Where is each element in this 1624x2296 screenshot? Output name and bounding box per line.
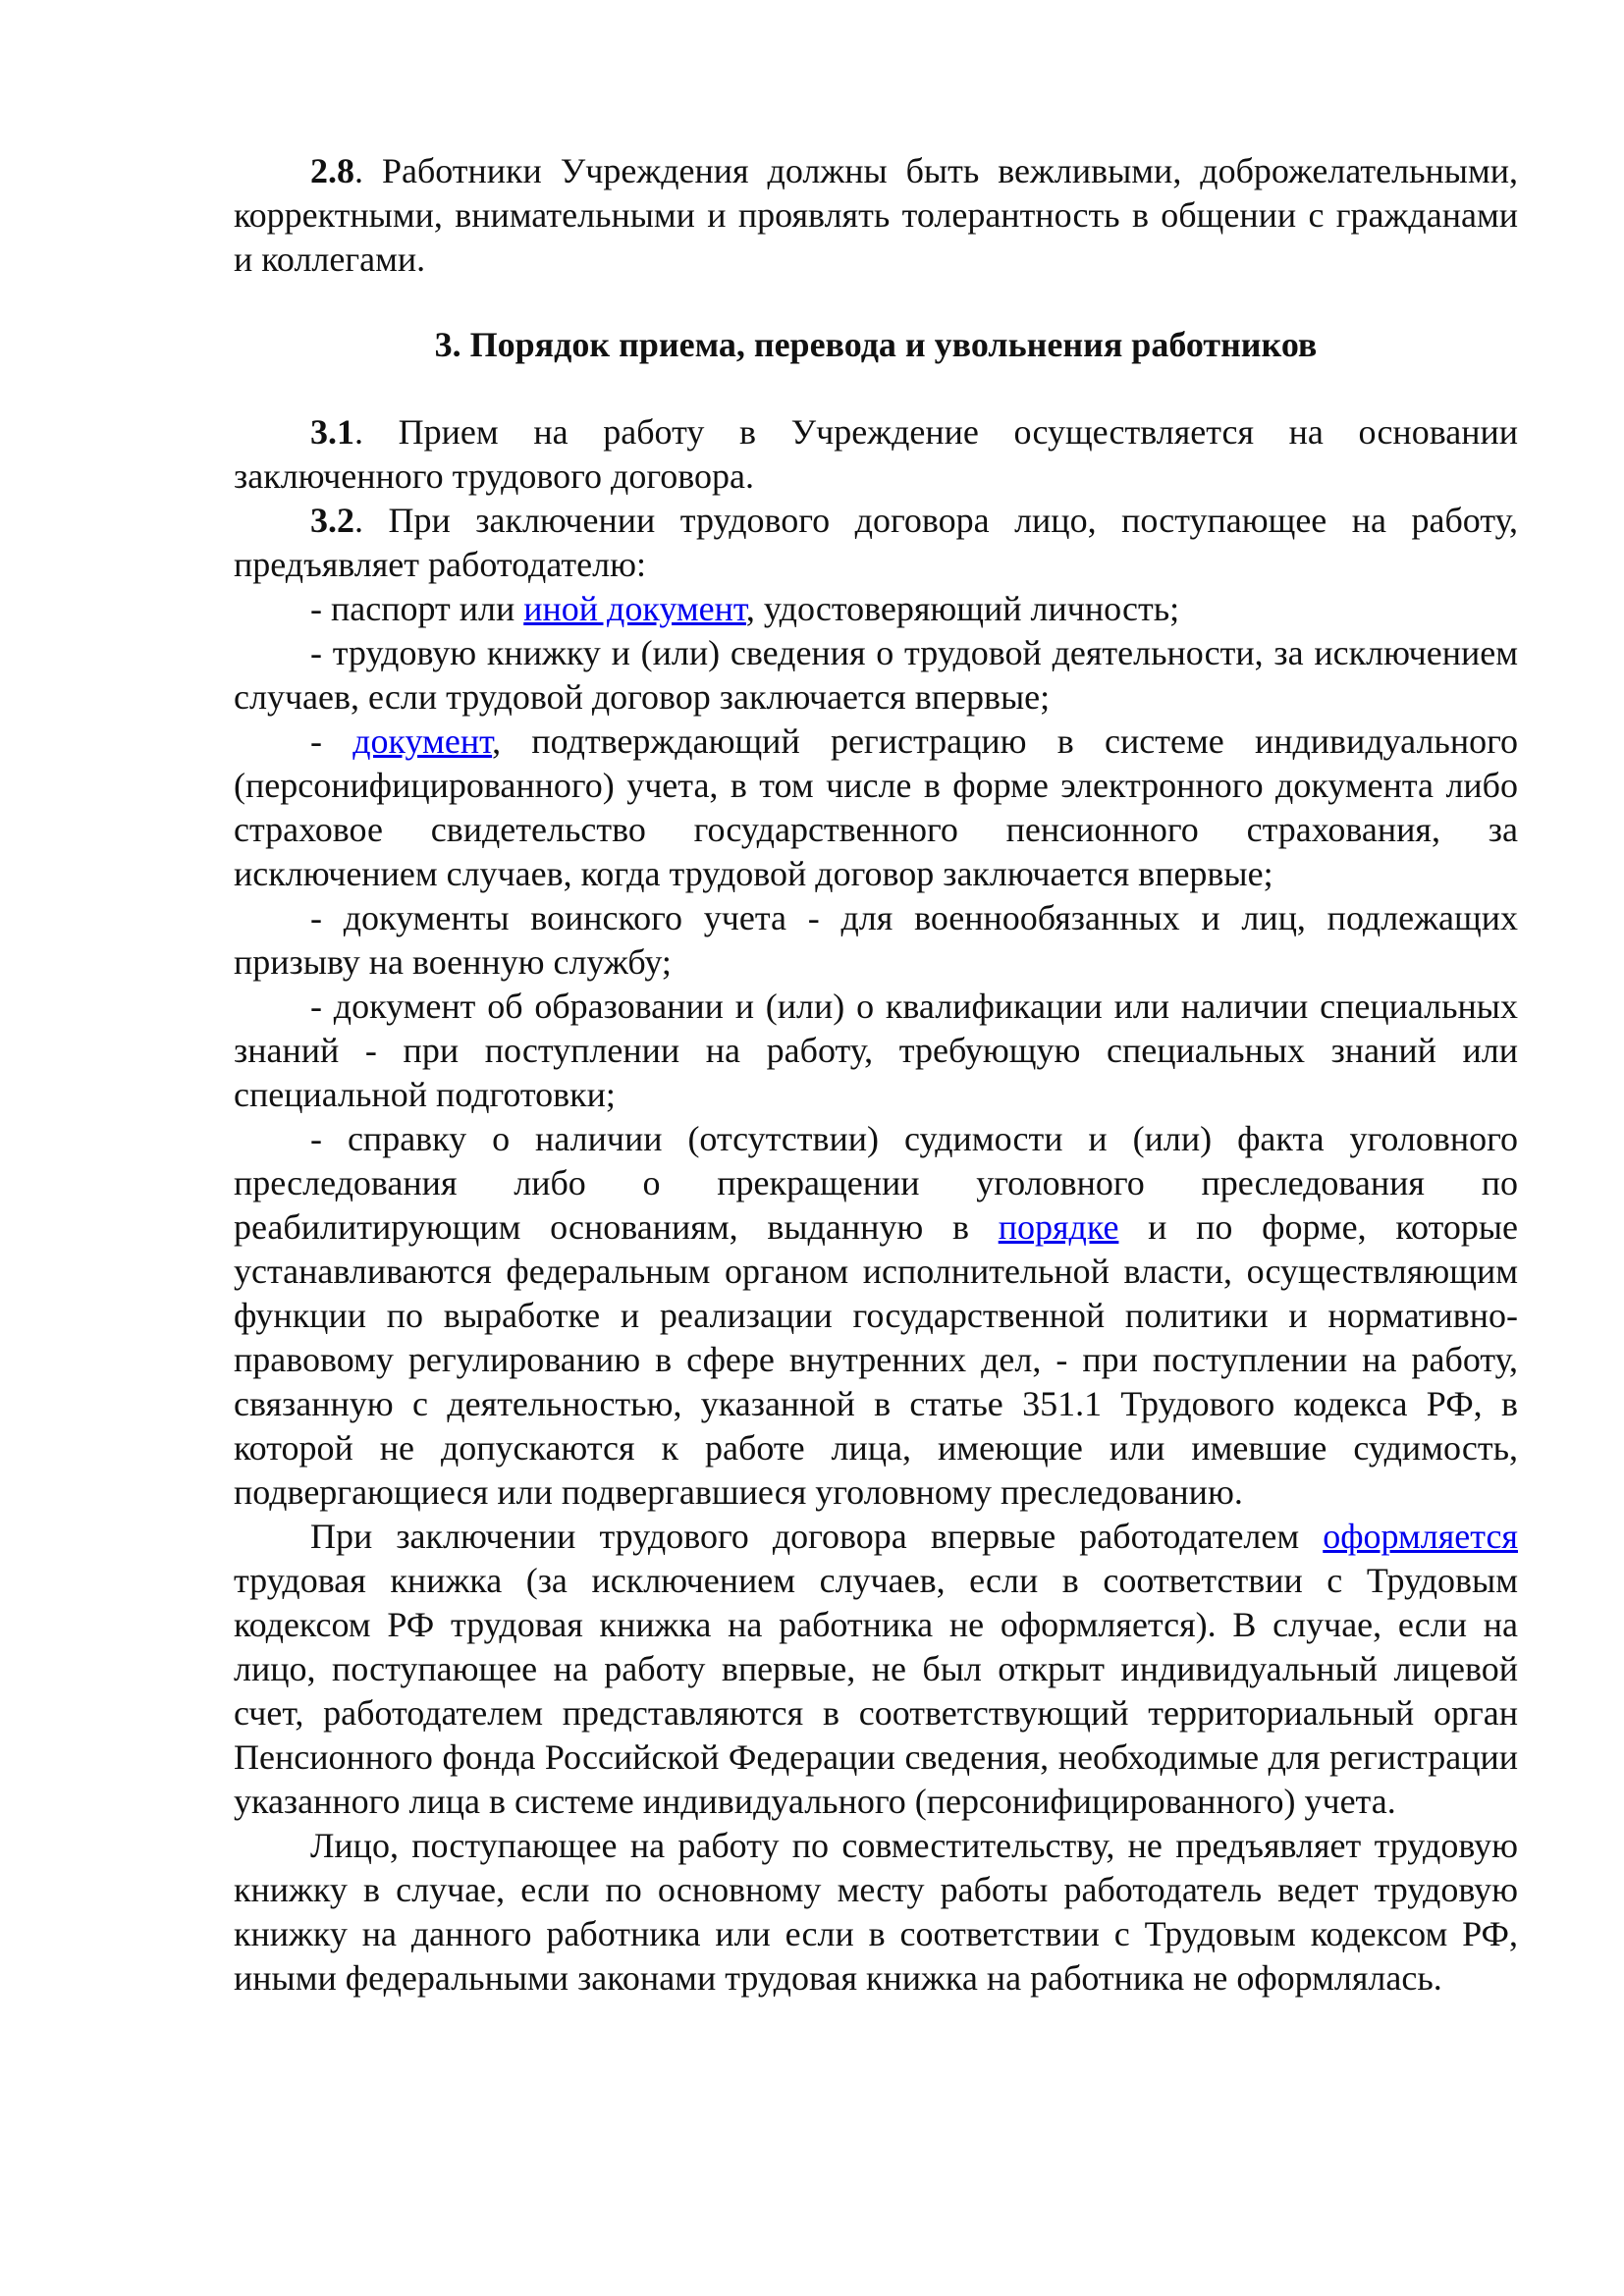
- clause-number: 3.2: [310, 501, 354, 540]
- paragraph-text: . Работники Учреждения должны быть вежливыми, доброжелательными, корректными, внимательными и проявлять толерантность в общении с гражданами и коллегами.: [234, 151, 1518, 279]
- clause-number: 3.1: [310, 412, 354, 452]
- paragraph-part-time: Лицо, поступающее на работу по совместительству, не предъявляет трудовую книжку в случае, если по основному месту работы работодатель ведет трудовую книжку на данного работника или если в соответствии с Трудовым кодексом РФ, иными федеральными законами трудовая книжка на работника не оформлялась.: [234, 1826, 1518, 1998]
- paragraph-text: . Прием на работу в Учреждение осуществляется на основании заключенного трудового договора.: [234, 412, 1518, 496]
- paragraph-3-1: [234, 410, 1518, 499]
- paragraph-2-8: [234, 149, 1518, 282]
- issued-link[interactable]: оформляется: [1323, 1517, 1518, 1556]
- list-item-passport: - паспорт или иной документ, удостоверяющий личность;: [310, 589, 1180, 628]
- clause-number: 2.8: [310, 151, 354, 190]
- other-document-link[interactable]: иной документ: [523, 589, 746, 628]
- list-item-criminal-record: - справку о наличии (отсутствии) судимости и (или) факта уголовного преследования либо о прекращении уголовного преследования по реабилитирующим основаниям, выданную в порядке и по форме, которые устанавливаются федеральным органом исполнительной власти, осуществляющим функции по выработке и реализации государственной политики и нормативно-правовому регулированию в сфере внутренних дел, - при поступлении на работу, связанную с деятельностью, указанной в статье 351.1 Трудового кодекса РФ, в которой не допускаются к работе лица, имеющие или имевшие судимость, подвергающиеся или подвергавшиеся уголовному преследованию.: [234, 1119, 1518, 1512]
- document-page: [234, 149, 1518, 2001]
- paragraph-first-time-employment: При заключении трудового договора впервые работодателем оформляется трудовая книжка (за исключением случаев, если в соответствии с Трудовым кодексом РФ трудовая книжка на работника не оформляется). В случае, если на лицо, поступающее на работу впервые, не был открыт индивидуальный лицевой счет, работодателем представляются в соответствующий территориальный орган Пенсионного фонда Российской Федерации сведения, необходимые для регистрации указанного лица в системе индивидуального (персонифицированного) учета.: [234, 1517, 1518, 1821]
- paragraph-3-2: [234, 499, 1518, 587]
- section-3-heading: 3. Порядок приема, перевода и увольнения работников: [434, 325, 1318, 364]
- paragraph-text: . При заключении трудового договора лицо, поступающее на работу, предъявляет работодателю:: [234, 501, 1518, 584]
- procedure-link[interactable]: порядке: [998, 1207, 1119, 1247]
- document-link[interactable]: документ: [352, 721, 493, 761]
- list-item-registration: - документ, подтверждающий регистрацию в системе индивидуального (персонифицированного) учета, в том числе в форме электронного документа либо страховое свидетельство государственного пенсионного страхования, за исключением случаев, когда трудовой договор заключается впервые;: [234, 721, 1518, 893]
- list-item-military: - документы воинского учета - для военнообязанных и лиц, подлежащих призыву на военную службу;: [234, 898, 1518, 982]
- list-item-work-book: - трудовую книжку и (или) сведения о трудовой деятельности, за исключением случаев, если трудовой договор заключается впервые;: [234, 633, 1518, 717]
- list-item-education: - документ об образовании и (или) о квалификации или наличии специальных знаний - при поступлении на работу, требующую специальных знаний или специальной подготовки;: [234, 987, 1518, 1114]
